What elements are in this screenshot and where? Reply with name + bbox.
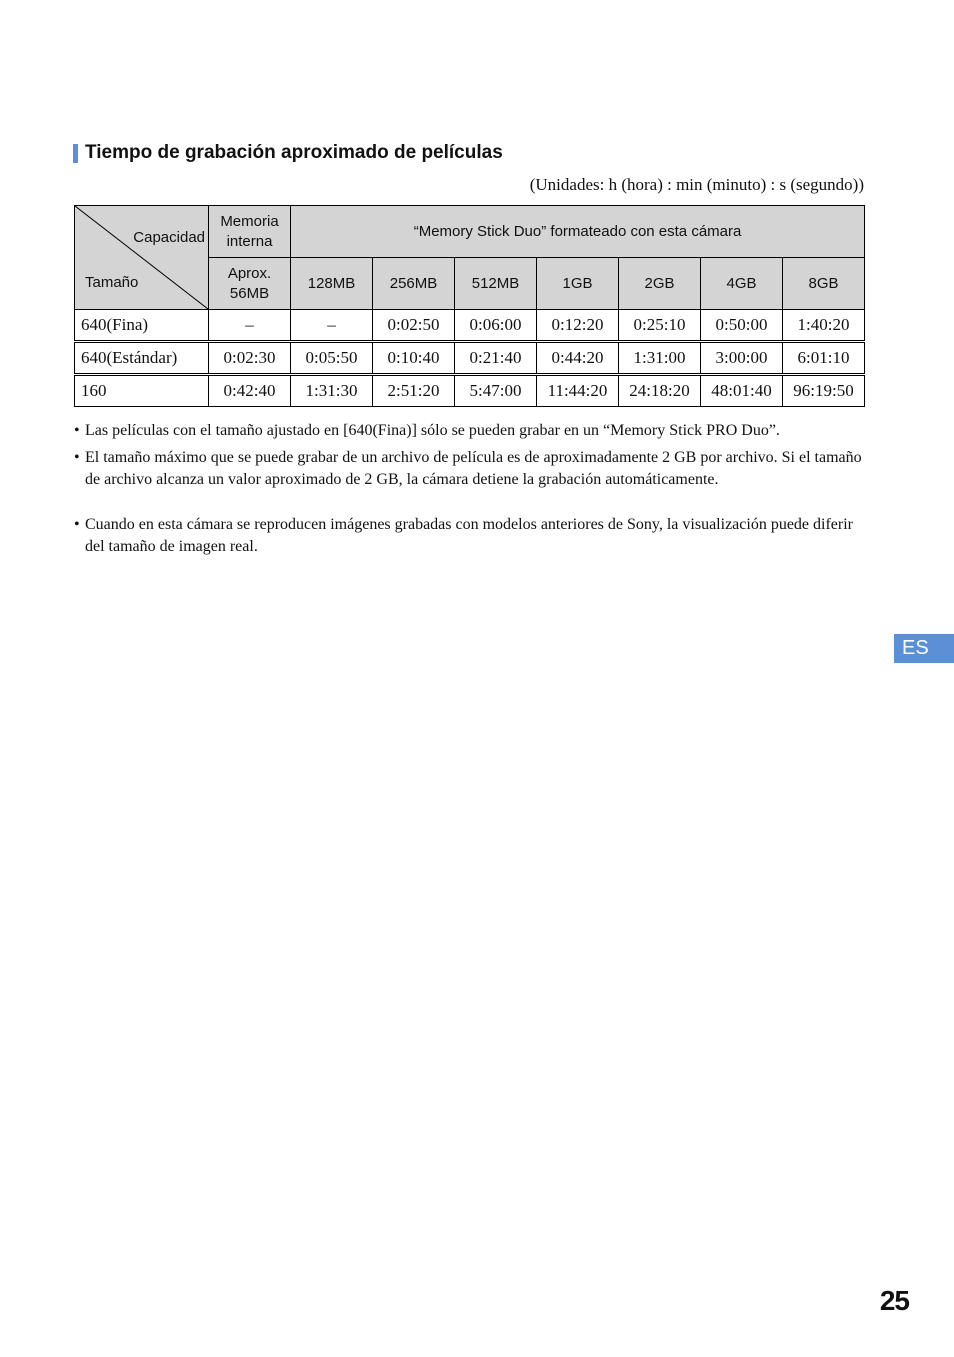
time-cell: – [291,310,373,342]
capacity-header: 256MB [373,258,455,310]
time-cell: 1:40:20 [783,310,865,342]
section-heading [73,140,503,166]
time-cell: 3:00:00 [701,342,783,375]
note-text: Las películas con el tamaño ajustado en [640(Fina)] sólo se pueden grabar en un “Memory Stick PRO Duo”. [85,422,780,439]
time-cell: 0:44:20 [537,342,619,375]
capacity-header: 1GB [537,258,619,310]
time-cell: 0:42:40 [209,375,291,407]
time-cell: 2:51:20 [373,375,455,407]
note-item [74,420,864,443]
page-number: 25 [879,1285,909,1316]
time-cell: 0:10:40 [373,342,455,375]
time-cell: 0:21:40 [455,342,537,375]
capacity-header: 512MB [455,258,537,310]
internal-memory-header: Memoria interna [209,206,291,258]
time-cell: – [209,310,291,342]
internal-capacity-cell: Aprox. 56MB [209,258,291,310]
note-item [74,514,864,559]
time-cell: 48:01:40 [701,375,783,407]
table-row [75,375,865,407]
time-cell: 6:01:10 [783,342,865,375]
heading-marker [73,144,78,163]
note-text: El tamaño máximo que se puede grabar de un archivo de película es de aproximadamente 2 GB por archivo. Si el tamaño de archivo alcanza un valor aproximado de 2 GB, la cámara detiene la grabación automáticamente. [85,448,862,488]
section-title: Tiempo de grabación aproximado de películas [85,142,503,163]
corner-header [75,206,209,310]
time-cell: 0:05:50 [291,342,373,375]
time-cell: 0:12:20 [537,310,619,342]
capacity-header: 128MB [291,258,373,310]
language-tab: ES [894,634,954,663]
time-cell: 5:47:00 [455,375,537,407]
memory-stick-header: “Memory Stick Duo” formateado con esta cámara [291,206,865,258]
time-cell: 0:25:10 [619,310,701,342]
time-cell: 96:19:50 [783,375,865,407]
notes-list [74,420,864,559]
table-row [75,342,865,375]
size-cell: 640(Fina) [75,310,209,342]
time-cell: 0:50:00 [701,310,783,342]
capacity-label: Capacidad [133,229,205,246]
units-note: (Unidades: h (hora) : min (minuto) : s (segundo)) [529,175,864,194]
time-cell: 0:02:50 [373,310,455,342]
capacity-header: 8GB [783,258,865,310]
time-cell: 24:18:20 [619,375,701,407]
bullet-icon: • [74,515,80,533]
size-cell: 160 [75,375,209,407]
bullet-icon: • [74,422,80,439]
time-cell: 11:44:20 [537,375,619,407]
size-cell: 640(Estándar) [75,342,209,375]
time-cell: 0:06:00 [455,310,537,342]
time-cell: 0:02:30 [209,342,291,375]
table-row [75,310,865,342]
diagonal-divider [75,206,208,309]
time-cell: 1:31:30 [291,375,373,407]
time-cell: 1:31:00 [619,342,701,375]
recording-time-table [74,205,865,407]
capacity-header: 2GB [619,258,701,310]
capacity-header: 4GB [701,258,783,310]
note-item [74,447,864,492]
bullet-icon: • [74,448,80,466]
note-text: Cuando en esta cámara se reproducen imágenes grabadas con modelos anteriores de Sony, la visualización puede diferir del tamaño de imagen real. [85,515,853,555]
size-label: Tamaño [85,274,139,291]
